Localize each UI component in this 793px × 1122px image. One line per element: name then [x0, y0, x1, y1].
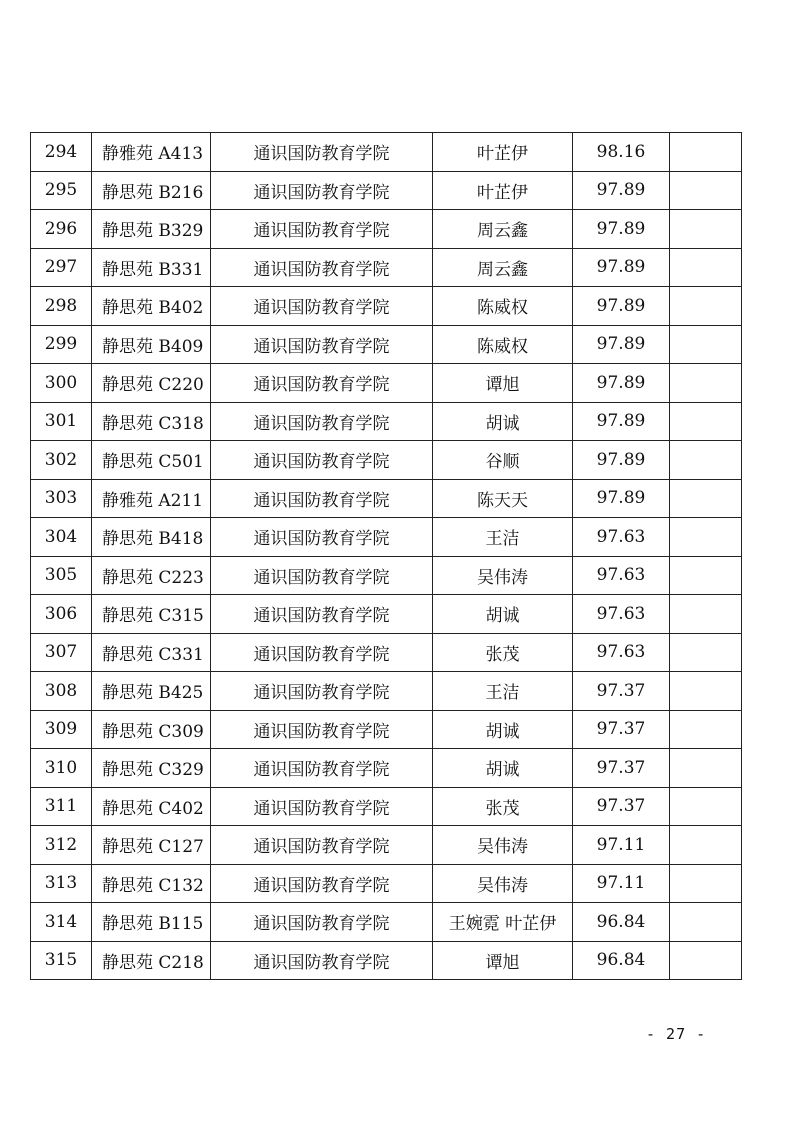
cell-score: 97.63	[573, 556, 670, 595]
table-row	[31, 903, 742, 942]
cell-dorm-room: 静雅苑 A211	[92, 479, 211, 518]
cell-score: 97.37	[573, 672, 670, 711]
cell-score: 96.84	[573, 903, 670, 942]
cell-remark	[670, 941, 742, 980]
table-row	[31, 864, 742, 903]
cell-college: 通识国防教育学院	[211, 402, 433, 441]
cell-college: 通识国防教育学院	[211, 749, 433, 788]
cell-counselor: 胡诚	[433, 402, 573, 441]
table-row	[31, 749, 742, 788]
cell-score: 97.63	[573, 595, 670, 634]
cell-counselor: 张茂	[433, 633, 573, 672]
cell-remark	[670, 864, 742, 903]
cell-remark	[670, 710, 742, 749]
cell-college: 通识国防教育学院	[211, 441, 433, 480]
cell-counselor: 陈威权	[433, 287, 573, 326]
cell-counselor: 陈威权	[433, 325, 573, 364]
cell-number: 309	[31, 710, 92, 749]
cell-number: 308	[31, 672, 92, 711]
cell-number: 303	[31, 479, 92, 518]
cell-counselor: 王婉霓 叶芷伊	[433, 903, 573, 942]
cell-score: 96.84	[573, 941, 670, 980]
cell-dorm-room: 静思苑 B425	[92, 672, 211, 711]
cell-remark	[670, 171, 742, 210]
table-row	[31, 787, 742, 826]
cell-dorm-room: 静思苑 B216	[92, 171, 211, 210]
table-row	[31, 941, 742, 980]
cell-counselor: 张茂	[433, 787, 573, 826]
cell-counselor: 王洁	[433, 672, 573, 711]
page-number: - 27 -	[646, 1025, 707, 1043]
cell-counselor: 王洁	[433, 518, 573, 557]
cell-college: 通识国防教育学院	[211, 903, 433, 942]
cell-score: 97.89	[573, 248, 670, 287]
cell-remark	[670, 749, 742, 788]
table-row	[31, 402, 742, 441]
cell-college: 通识国防教育学院	[211, 518, 433, 557]
cell-college: 通识国防教育学院	[211, 210, 433, 249]
cell-college: 通识国防教育学院	[211, 672, 433, 711]
cell-counselor: 叶芷伊	[433, 133, 573, 172]
cell-number: 300	[31, 364, 92, 403]
cell-dorm-room: 静思苑 C223	[92, 556, 211, 595]
cell-counselor: 吴伟涛	[433, 864, 573, 903]
cell-score: 97.63	[573, 518, 670, 557]
cell-dorm-room: 静思苑 C331	[92, 633, 211, 672]
cell-score: 97.89	[573, 402, 670, 441]
cell-college: 通识国防教育学院	[211, 595, 433, 634]
cell-college: 通识国防教育学院	[211, 633, 433, 672]
cell-number: 312	[31, 826, 92, 865]
cell-dorm-room: 静思苑 C329	[92, 749, 211, 788]
cell-remark	[670, 518, 742, 557]
table-row	[31, 595, 742, 634]
table-row	[31, 287, 742, 326]
cell-remark	[670, 402, 742, 441]
table-body	[31, 133, 742, 980]
cell-score: 97.37	[573, 710, 670, 749]
cell-remark	[670, 556, 742, 595]
cell-counselor: 胡诚	[433, 595, 573, 634]
cell-counselor: 谭旭	[433, 941, 573, 980]
cell-score: 98.16	[573, 133, 670, 172]
cell-score: 97.89	[573, 479, 670, 518]
cell-dorm-room: 静思苑 B115	[92, 903, 211, 942]
cell-dorm-room: 静思苑 B329	[92, 210, 211, 249]
cell-college: 通识国防教育学院	[211, 479, 433, 518]
cell-remark	[670, 826, 742, 865]
cell-college: 通识国防教育学院	[211, 133, 433, 172]
cell-dorm-room: 静思苑 C132	[92, 864, 211, 903]
cell-college: 通识国防教育学院	[211, 248, 433, 287]
cell-remark	[670, 133, 742, 172]
table-row	[31, 518, 742, 557]
cell-college: 通识国防教育学院	[211, 287, 433, 326]
cell-remark	[670, 787, 742, 826]
cell-number: 304	[31, 518, 92, 557]
cell-dorm-room: 静思苑 C318	[92, 402, 211, 441]
table-row	[31, 441, 742, 480]
cell-college: 通识国防教育学院	[211, 864, 433, 903]
cell-college: 通识国防教育学院	[211, 325, 433, 364]
cell-dorm-room: 静思苑 C127	[92, 826, 211, 865]
cell-counselor: 谭旭	[433, 364, 573, 403]
cell-number: 315	[31, 941, 92, 980]
cell-dorm-room: 静思苑 C501	[92, 441, 211, 480]
cell-number: 305	[31, 556, 92, 595]
table-row	[31, 672, 742, 711]
cell-college: 通识国防教育学院	[211, 787, 433, 826]
cell-remark	[670, 325, 742, 364]
cell-score: 97.89	[573, 210, 670, 249]
cell-college: 通识国防教育学院	[211, 171, 433, 210]
cell-counselor: 吴伟涛	[433, 826, 573, 865]
cell-score: 97.63	[573, 633, 670, 672]
cell-dorm-room: 静思苑 C218	[92, 941, 211, 980]
cell-number: 294	[31, 133, 92, 172]
cell-number: 310	[31, 749, 92, 788]
cell-number: 306	[31, 595, 92, 634]
cell-dorm-room: 静思苑 C309	[92, 710, 211, 749]
cell-remark	[670, 903, 742, 942]
cell-number: 295	[31, 171, 92, 210]
cell-number: 298	[31, 287, 92, 326]
cell-number: 296	[31, 210, 92, 249]
cell-dorm-room: 静雅苑 A413	[92, 133, 211, 172]
cell-remark	[670, 672, 742, 711]
cell-number: 313	[31, 864, 92, 903]
cell-college: 通识国防教育学院	[211, 364, 433, 403]
cell-counselor: 胡诚	[433, 710, 573, 749]
cell-counselor: 谷顺	[433, 441, 573, 480]
cell-score: 97.89	[573, 364, 670, 403]
table-row	[31, 826, 742, 865]
cell-counselor: 周云鑫	[433, 210, 573, 249]
cell-remark	[670, 364, 742, 403]
table-row	[31, 556, 742, 595]
cell-number: 301	[31, 402, 92, 441]
table-row	[31, 364, 742, 403]
table-row	[31, 325, 742, 364]
cell-dorm-room: 静思苑 B409	[92, 325, 211, 364]
cell-number: 302	[31, 441, 92, 480]
cell-number: 314	[31, 903, 92, 942]
table-row	[31, 633, 742, 672]
cell-college: 通识国防教育学院	[211, 710, 433, 749]
cell-dorm-room: 静思苑 B402	[92, 287, 211, 326]
dormitory-score-table	[30, 132, 742, 980]
cell-number: 299	[31, 325, 92, 364]
cell-score: 97.89	[573, 441, 670, 480]
cell-remark	[670, 633, 742, 672]
table-row	[31, 210, 742, 249]
cell-counselor: 周云鑫	[433, 248, 573, 287]
table-row	[31, 710, 742, 749]
cell-college: 通识国防教育学院	[211, 826, 433, 865]
cell-score: 97.89	[573, 171, 670, 210]
cell-score: 97.37	[573, 787, 670, 826]
cell-college: 通识国防教育学院	[211, 941, 433, 980]
cell-college: 通识国防教育学院	[211, 556, 433, 595]
cell-remark	[670, 595, 742, 634]
cell-dorm-room: 静思苑 C402	[92, 787, 211, 826]
table-row	[31, 248, 742, 287]
cell-remark	[670, 287, 742, 326]
cell-counselor: 吴伟涛	[433, 556, 573, 595]
cell-counselor: 陈天天	[433, 479, 573, 518]
cell-dorm-room: 静思苑 B418	[92, 518, 211, 557]
cell-remark	[670, 441, 742, 480]
table-row	[31, 479, 742, 518]
table-row	[31, 133, 742, 172]
cell-counselor: 叶芷伊	[433, 171, 573, 210]
cell-counselor: 胡诚	[433, 749, 573, 788]
cell-remark	[670, 479, 742, 518]
cell-dorm-room: 静思苑 C220	[92, 364, 211, 403]
cell-score: 97.89	[573, 287, 670, 326]
cell-number: 307	[31, 633, 92, 672]
cell-score: 97.11	[573, 826, 670, 865]
table-row	[31, 171, 742, 210]
cell-remark	[670, 248, 742, 287]
cell-dorm-room: 静思苑 B331	[92, 248, 211, 287]
cell-dorm-room: 静思苑 C315	[92, 595, 211, 634]
cell-remark	[670, 210, 742, 249]
cell-number: 297	[31, 248, 92, 287]
cell-score: 97.11	[573, 864, 670, 903]
cell-number: 311	[31, 787, 92, 826]
cell-score: 97.89	[573, 325, 670, 364]
cell-score: 97.37	[573, 749, 670, 788]
